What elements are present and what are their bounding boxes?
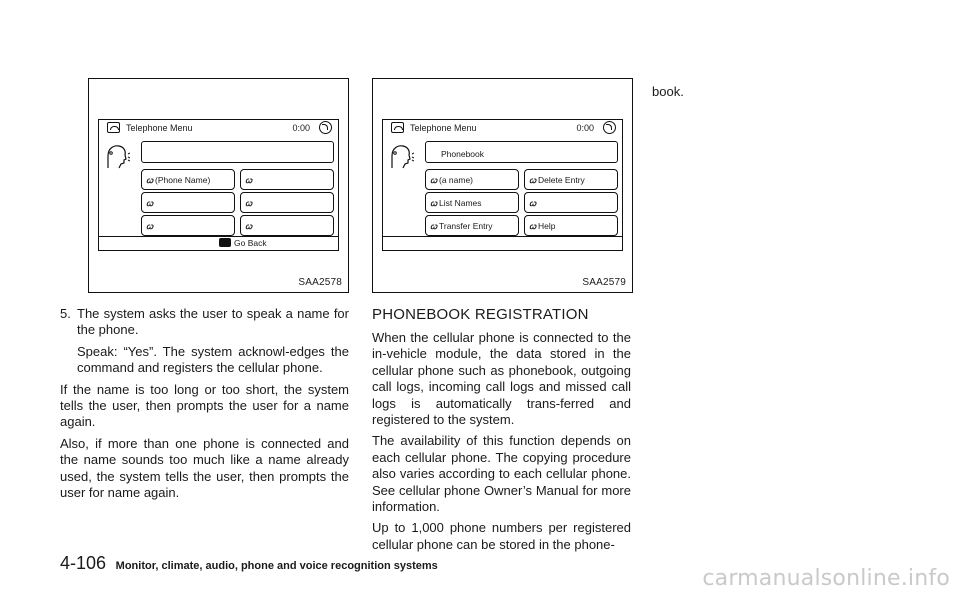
voice-option-button[interactable]	[524, 215, 618, 236]
screen-title: Telephone Menu	[410, 123, 477, 133]
voice-recognition-icon	[388, 142, 414, 172]
paragraph: Also, if more than one phone is connected and the name sounds too much like a name already used, the system tells the user, then prompts the user for name again.	[60, 435, 349, 501]
step-text: The system asks the user to speak a name for the phone.	[77, 306, 349, 338]
go-back-button[interactable]	[219, 238, 267, 248]
mic-icon: ꞷ	[529, 199, 536, 208]
button-label: (Phone Name)	[155, 175, 211, 185]
figure-code: SAA2579	[582, 277, 626, 288]
button-label: (a name)	[439, 175, 474, 185]
mic-icon: ꞷ	[430, 176, 437, 185]
voice-option-button[interactable]	[240, 169, 334, 190]
mic-icon: ꞷ	[430, 199, 437, 208]
paragraph: The availability of this function depends on each cellular phone. The copying procedure also varies according to each cellular phone. See cellular phone Owner’s Manual for more information.	[372, 433, 631, 515]
car-icon	[219, 238, 231, 247]
voice-option-button[interactable]	[240, 215, 334, 236]
mic-icon: ꞷ	[146, 199, 153, 208]
mic-icon: ꞷ	[245, 222, 252, 231]
screen-time: 0:00	[292, 123, 310, 133]
mic-icon: ꞷ	[146, 222, 153, 231]
phonebook-field: Phonebook	[425, 141, 618, 163]
back-icon[interactable]	[603, 121, 616, 134]
mic-icon: ꞷ	[430, 222, 437, 231]
button-label: Delete Entry	[538, 175, 585, 185]
step-number: 5.	[60, 306, 71, 321]
back-icon[interactable]	[319, 121, 332, 134]
voice-option-button[interactable]	[141, 215, 235, 236]
page-footer	[60, 553, 438, 574]
mic-icon: ꞷ	[245, 176, 252, 185]
phone-icon	[391, 122, 404, 133]
speak-text: Speak: “Yes”. The system acknowl-edges the command and registers the cellular phone.	[77, 343, 349, 376]
mic-icon: ꞷ	[529, 222, 536, 231]
mic-icon: ꞷ	[245, 199, 252, 208]
figure-saa2579	[372, 78, 633, 293]
voice-option-button[interactable]	[240, 192, 334, 213]
section-title: Monitor, climate, audio, phone and voice recognition systems	[115, 560, 438, 572]
mic-icon: ꞷ	[146, 176, 153, 185]
paragraph: If the name is too long or too short, the system tells the user, then prompts the user for a name again.	[60, 381, 349, 430]
name-field	[141, 141, 334, 163]
paragraph: Up to 1,000 phone numbers per registered cellular phone can be stored in the phone-	[372, 520, 631, 552]
page-number: 4-106	[60, 553, 107, 573]
telephone-menu-screen	[382, 119, 623, 251]
watermark[interactable]: carmanualsonline.info	[702, 566, 950, 591]
voice-option-button[interactable]	[425, 215, 519, 236]
screen-time: 0:00	[576, 123, 594, 133]
voice-option-button[interactable]	[141, 169, 235, 190]
button-label: Help	[538, 221, 556, 231]
figure-saa2578	[88, 78, 349, 293]
middle-column	[372, 330, 631, 558]
button-label: List Names	[439, 198, 482, 208]
section-heading: PHONEBOOK REGISTRATION	[372, 306, 589, 323]
screen-title: Telephone Menu	[126, 123, 193, 133]
right-column: book.	[652, 84, 684, 99]
mic-icon: ꞷ	[529, 176, 536, 185]
left-column	[60, 306, 349, 506]
go-back-bar[interactable]	[99, 236, 338, 250]
phone-icon	[107, 122, 120, 133]
voice-option-button[interactable]	[425, 169, 519, 190]
telephone-menu-screen	[98, 119, 339, 251]
button-label: Transfer Entry	[439, 221, 493, 231]
figure-code: SAA2578	[298, 277, 342, 288]
voice-option-button[interactable]	[524, 192, 618, 213]
step-5	[60, 306, 349, 377]
voice-option-button[interactable]	[524, 169, 618, 190]
screen-header	[383, 120, 622, 137]
voice-option-button[interactable]	[141, 192, 235, 213]
screen-footer-bar	[383, 236, 622, 250]
voice-option-button[interactable]	[425, 192, 519, 213]
voice-recognition-icon	[104, 142, 130, 172]
go-back-label: Go Back	[234, 238, 267, 248]
screen-header	[99, 120, 338, 137]
paragraph: When the cellular phone is connected to the in-vehicle module, the data stored in the cellular phone such as phonebook, outgoing call logs, incoming call logs and missed call logs is automatically trans-ferred and registered to the system.	[372, 330, 631, 428]
